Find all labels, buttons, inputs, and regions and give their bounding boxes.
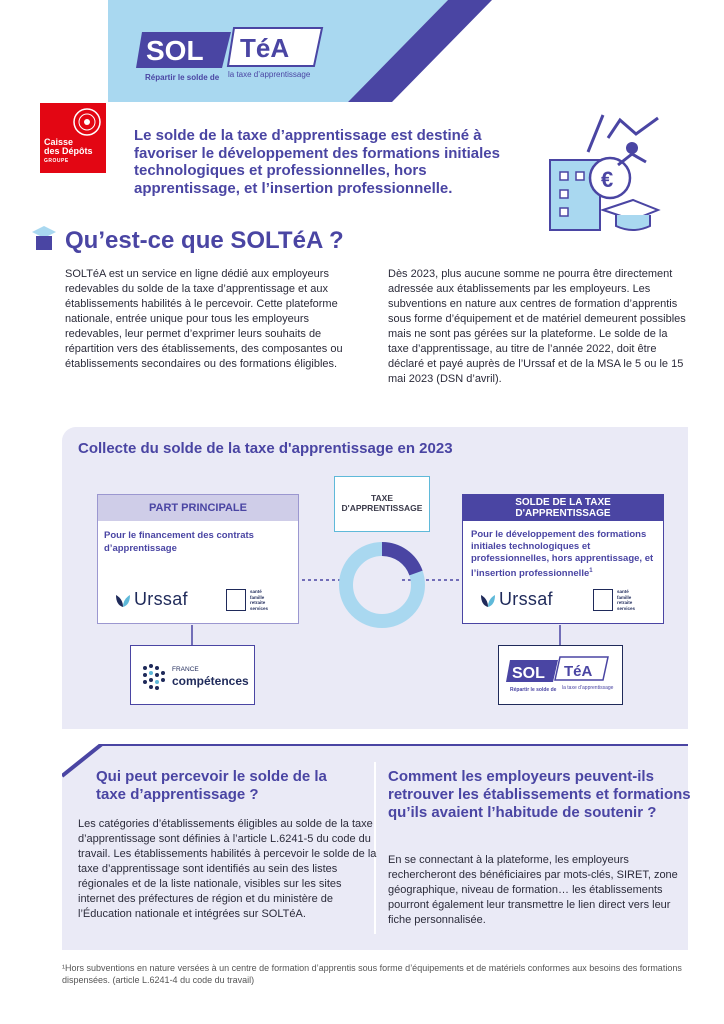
small-logo-tagline-right: la taxe d’apprentissage — [562, 685, 614, 691]
msa-line-1: santé — [250, 589, 262, 594]
small-logo-tagline-left: Répartir le solde de — [510, 687, 557, 693]
cdc-line3: GROUPE — [44, 158, 69, 164]
msa-line-2: famille — [250, 594, 265, 600]
collecte-title: Collecte du solde de la taxe d'apprentissage en 2023 — [78, 440, 453, 457]
svg-text:€: € — [601, 167, 614, 192]
solde-taxe-desc-text: Pour le développement des formations initiales technologiques et professionnelles, hors apprentissage, et l’insertion professionnelle — [471, 529, 654, 580]
cdc-seal-icon — [72, 107, 102, 137]
taxe-label-2: D'APPRENTISSAGE — [341, 503, 423, 513]
footnote-mark: 1 — [589, 568, 593, 574]
france-competences-box — [130, 645, 255, 705]
msa-line-4b: services — [617, 605, 636, 611]
france-competences-dots-icon — [141, 662, 169, 690]
q1-body: Les catégories d’établissements éligibles au solde de la taxe d’apprentissage sont définies à l’article L.6241-5 du code du travail. Les établissements habilités à percevoir le solde de la taxe d’apprentissage sont identifiés au sein des listes régionales et de la liste nationale, visibles sur les sites internet des préfectures de région et du ministère de l’Éducation nationale et intégrées sur SOLTéA. — [78, 818, 377, 920]
urssaf-text: Urssaf — [134, 589, 188, 609]
section-title: Qu’est-ce que SOLTéA ? — [65, 227, 344, 254]
taxe-label-1: TAXE — [370, 493, 394, 503]
logo-left-text: SOL — [146, 35, 204, 66]
cdc-line1: Caisse — [44, 137, 74, 147]
soltea-small-logo — [506, 654, 616, 694]
taxe-box — [334, 476, 430, 532]
fc-line2: compétences — [172, 674, 249, 688]
msa-line-4: services — [250, 605, 269, 611]
logo-right-text: TéA — [240, 33, 290, 63]
solde-taxe-header-2: D'APPRENTISSAGE — [515, 508, 611, 519]
q1-title: Qui peut percevoir le solde de la taxe d’apprentissage ? — [96, 768, 327, 803]
part-principale-box — [97, 494, 299, 624]
footnote: ¹Hors subventions en nature versées à un centre de formation d’apprentis sous forme d’équipements et de matériels conformes aux besoins des formations dispensées. (article L.6241-4 du code du travail) — [62, 963, 682, 985]
soltea-small-box — [498, 645, 623, 705]
msa-line-1b: santé — [617, 589, 629, 594]
logo-tagline: Répartir le solde de — [145, 73, 220, 82]
part-principale-desc: Pour le financement des contrats d’apprentissage — [104, 530, 254, 554]
intro-column-left: SOLTéA est un service en ligne dédié aux employeurs redevables du solde de la taxe d’apprentissage et aux établissements habilités à le percevoir. Cette plateforme nationale, entrée unique pour tous les employeurs redevables, leur permet d’exprimer leurs souhaits de répartition vers des établissements, des composantes ou établissements secondaires ou des formations éligibles. — [65, 268, 343, 370]
education-funding-illustration-icon — [548, 110, 668, 240]
small-logo-right: TéA — [564, 663, 593, 680]
small-logo-left: SOL — [512, 665, 545, 682]
msa-line-2b: famille — [617, 594, 632, 600]
solde-taxe-box — [462, 494, 664, 624]
part-principale-header: PART PRINCIPALE — [98, 495, 298, 521]
msa-line-3: retraite — [250, 600, 266, 605]
section-title-icon — [30, 224, 60, 259]
msa-mark-icon — [226, 589, 246, 611]
cdc-line2: des Dépôts — [44, 146, 93, 156]
msa-line-3b: retraite — [617, 600, 633, 605]
intro-text: Le solde de la taxe d’apprentissage est destiné à favoriser le développement des formations initiales technologiques et professionnelles, hors apprentissage, et l’insertion professionnelle. — [134, 127, 500, 197]
q2-title: Comment les employeurs peuvent-ils retrouver les établissements et formations qu’ils avaient l’habitude de soutenir ? — [388, 768, 691, 821]
solde-taxe-header — [463, 495, 663, 521]
taxe-donut — [346, 549, 418, 621]
urssaf-mark-icon — [114, 591, 132, 609]
urssaf-mark-icon — [479, 591, 497, 609]
fc-line1: FRANCE — [172, 666, 199, 673]
q2-body: En se connectant à la plateforme, les employeurs rechercheront des bénéficiaires par mots-clés, SIRET, zone géographique, niveau de formation… les établissements pourront également leur transmettre le lien direct vers leur fiche personnalisée. — [388, 854, 678, 926]
caisse-des-depots-logo — [40, 103, 106, 173]
solde-taxe-header-1: SOLDE DE LA TAXE — [515, 497, 611, 508]
solde-taxe-desc — [471, 529, 659, 580]
logo-tagline-2: la taxe d’apprentissage — [228, 70, 311, 79]
intro-column-right: Dès 2023, plus aucune somme ne pourra être directement adressée aux établissements par les employeurs. Les subventions en nature aux centres de formation d’apprentis sous forme d’équipement et de matériel demeurent possibles mais ne sont pas gérées sur la plateforme. Le solde de la taxe d’apprentissage, au titre de l’année 2022, doit être déclaré et payé auprès de l’Urssaf et de la MSA le 5 ou le 15 mai 2023 (DSN d’avril). — [388, 268, 686, 385]
urssaf-text-2: Urssaf — [499, 589, 553, 609]
msa-mark-icon — [593, 589, 613, 611]
